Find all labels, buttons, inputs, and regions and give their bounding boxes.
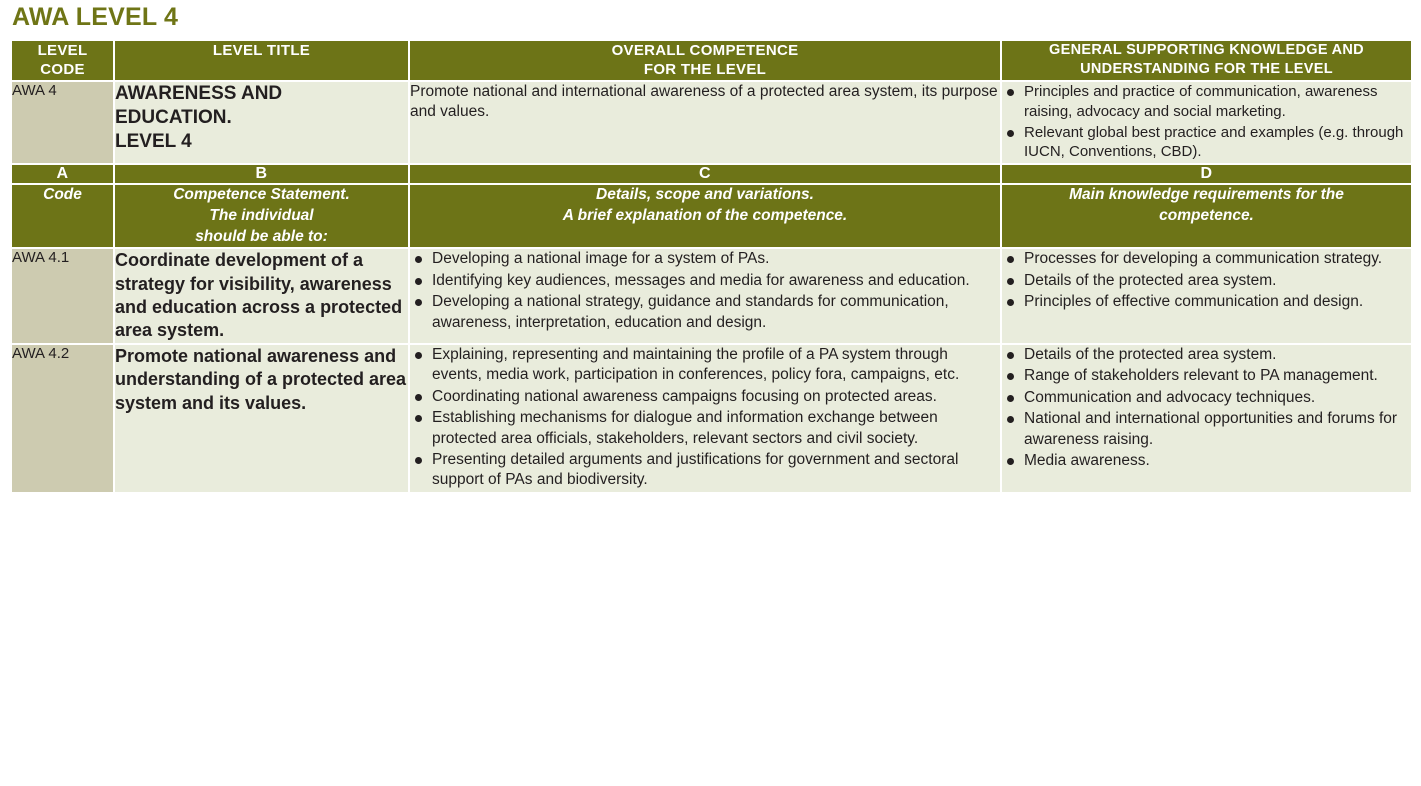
subheader-details <box>409 184 1001 248</box>
details-list <box>410 249 1000 333</box>
row-code-awa-4-1: AWA 4.1 <box>11 248 114 344</box>
level-overall-cell: Promote national and international awareness of a protected area system, its purpose and values. <box>409 81 1001 165</box>
list-item: Relevant global best practice and examples (e.g. through IUCN, Conventions, CBD). <box>1002 123 1411 163</box>
list-item: Establishing mechanisms for dialogue and information exchange between protected area officials, stakeholders, relevant sectors and civil society. <box>410 408 1000 449</box>
subheader-row <box>11 184 1412 248</box>
list-item: Developing a national strategy, guidance and standards for communication, awareness, interpretation, education and design. <box>410 292 1000 333</box>
list-item: Explaining, representing and maintaining the profile of a PA system through events, media work, participation in conferences, policy fora, campaigns, etc. <box>410 345 1000 386</box>
band-letter-d: D <box>1001 164 1412 184</box>
level-title-line3: LEVEL 4 <box>115 130 192 152</box>
row-details-awa-4-2 <box>409 344 1001 493</box>
subheader-knowledge-line2: competence. <box>1159 206 1254 224</box>
header-level-code-line1: LEVEL <box>37 42 88 60</box>
row-details-awa-4-1 <box>409 248 1001 344</box>
list-item: Identifying key audiences, messages and media for awareness and education. <box>410 271 1000 291</box>
level-title-line1: AWARENESS AND <box>115 82 283 104</box>
level-summary-row <box>11 81 1412 165</box>
row-statement-awa-4-2: Promote national awareness and understanding of a protected area system and its values. <box>114 344 409 493</box>
level-knowledge-cell <box>1001 81 1412 165</box>
header-general-knowledge <box>1001 40 1412 80</box>
list-item: Details of the protected area system. <box>1002 271 1411 291</box>
header-knowledge-line1: GENERAL SUPPORTING KNOWLEDGE AND <box>1049 42 1364 59</box>
list-item: Presenting detailed arguments and justifications for government and sectoral support of PAs and biodiversity. <box>410 450 1000 491</box>
header-level-title-text: LEVEL TITLE <box>212 42 311 60</box>
subheader-statement-line2: The individual <box>209 206 314 224</box>
subheader-statement <box>114 184 409 248</box>
list-item: Principles and practice of communication, awareness raising, advocacy and social marketing. <box>1002 82 1411 122</box>
header-level-code-line2: CODE <box>40 61 85 79</box>
row-statement-awa-4-1: Coordinate development of a strategy for visibility, awareness and education across a protected area system. <box>114 248 409 344</box>
header-level-title <box>114 40 409 80</box>
header-level-code <box>11 40 114 80</box>
list-item: Communication and advocacy techniques. <box>1002 388 1411 408</box>
level-code-cell: AWA 4 <box>11 81 114 165</box>
subheader-knowledge-line1: Main knowledge requirements for the <box>1069 186 1344 204</box>
band-letter-b: B <box>114 164 409 184</box>
table-row <box>11 344 1412 493</box>
level-title-line2: EDUCATION. <box>115 106 232 128</box>
list-item: Media awareness. <box>1002 451 1411 471</box>
subheader-details-line2: A brief explanation of the competence. <box>562 206 848 224</box>
list-item: Developing a national image for a system of PAs. <box>410 249 1000 269</box>
list-item: Range of stakeholders relevant to PA management. <box>1002 366 1411 386</box>
subheader-details-line1: Details, scope and variations. <box>596 186 814 204</box>
list-item: National and international opportunities and forums for awareness raising. <box>1002 409 1411 450</box>
table-header-row <box>11 40 1412 80</box>
header-overall-line2: FOR THE LEVEL <box>643 61 767 79</box>
page-title: AWA LEVEL 4 <box>12 3 179 31</box>
row-knowledge-awa-4-1 <box>1001 248 1412 344</box>
row-code-awa-4-2: AWA 4.2 <box>11 344 114 493</box>
list-item: Coordinating national awareness campaigns focusing on protected areas. <box>410 387 1000 407</box>
header-overall-competence <box>409 40 1001 80</box>
level-knowledge-list <box>1002 82 1411 163</box>
subheader-statement-line1: Competence Statement. <box>173 186 350 204</box>
subheader-knowledge <box>1001 184 1412 248</box>
knowledge-list <box>1002 249 1411 312</box>
list-item: Details of the protected area system. <box>1002 345 1411 365</box>
column-letter-band-row <box>11 164 1412 184</box>
band-letter-a: A <box>11 164 114 184</box>
header-knowledge-line2: UNDERSTANDING FOR THE LEVEL <box>1080 60 1333 77</box>
knowledge-list <box>1002 345 1411 472</box>
header-overall-line1: OVERALL COMPETENCE <box>611 42 799 60</box>
list-item: Principles of effective communication and design. <box>1002 292 1411 312</box>
subheader-statement-line3: should be able to: <box>195 227 328 245</box>
subheader-code: Code <box>11 184 114 248</box>
band-letter-c: C <box>409 164 1001 184</box>
list-item: Processes for developing a communication strategy. <box>1002 249 1411 269</box>
table-row <box>11 248 1412 344</box>
competence-matrix-table <box>10 39 1413 494</box>
details-list <box>410 345 1000 491</box>
level-title-cell <box>114 81 409 165</box>
row-knowledge-awa-4-2 <box>1001 344 1412 493</box>
